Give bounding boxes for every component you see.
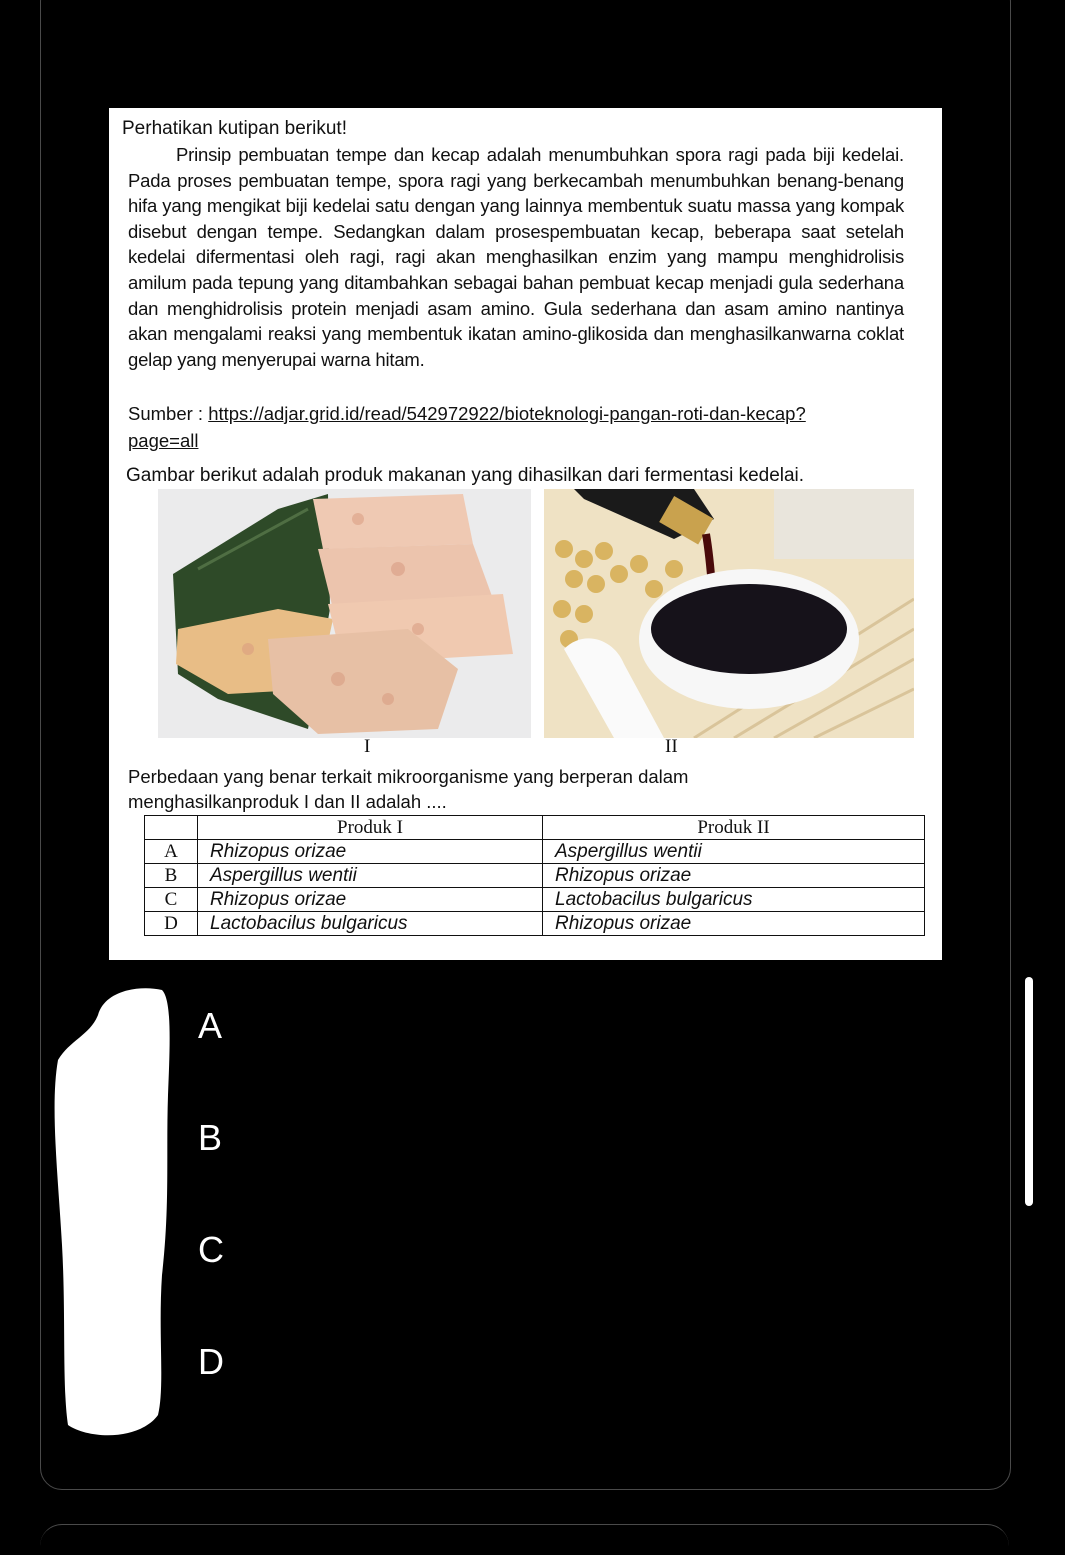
source-label: Sumber : <box>128 403 204 424</box>
table-header <box>145 816 198 840</box>
row-letter: B <box>145 864 198 888</box>
table-row <box>145 888 925 912</box>
image1-label: I <box>364 736 371 757</box>
question-image <box>109 108 942 960</box>
row-produk-1: Lactobacilus bulgaricus <box>198 912 543 936</box>
soy-sauce-image <box>544 489 914 738</box>
table-header-row <box>145 816 925 840</box>
image2-label: II <box>665 736 678 757</box>
row-produk-1: Rhizopus orizae <box>198 840 543 864</box>
row-produk-1: Rhizopus orizae <box>198 888 543 912</box>
image-caption: Gambar berikut adalah produk makanan yang dihasilkan dari fermentasi kedelai. <box>126 465 805 486</box>
question-paragraph <box>128 142 904 372</box>
table-row <box>145 864 925 888</box>
table-row <box>145 912 925 936</box>
row-letter: C <box>145 888 198 912</box>
option-c[interactable]: C <box>198 1229 224 1270</box>
option-d[interactable]: D <box>198 1341 224 1382</box>
row-produk-2: Lactobacilus bulgaricus <box>543 888 925 912</box>
row-produk-1: Aspergillus wentii <box>198 864 543 888</box>
redaction-scribble <box>50 985 178 1440</box>
table-row <box>145 840 925 864</box>
row-produk-2: Rhizopus orizae <box>543 864 925 888</box>
row-produk-2: Aspergillus wentii <box>543 840 925 864</box>
table-header: Produk II <box>543 816 925 840</box>
question-intro: Perhatikan kutipan berikut! <box>122 118 347 139</box>
source-line <box>128 400 828 454</box>
answer-table <box>144 815 925 936</box>
option-b[interactable]: B <box>198 1117 223 1158</box>
tempe-image <box>158 489 531 738</box>
source-link[interactable]: https://adjar.grid.id/read/542972922/bioteknologi-pangan-roti-dan-kecap?page=all <box>128 403 806 451</box>
question-prompt: Perbedaan yang benar terkait mikroorganisme yang berperan dalam menghasilkanproduk I dan II adalah .... <box>128 766 689 812</box>
next-card-edge <box>40 1524 1009 1555</box>
row-produk-2: Rhizopus orizae <box>543 912 925 936</box>
paragraph-text: Prinsip pembuatan tempe dan kecap adalah menumbuhkan spora ragi pada biji kedelai. Pada proses pembuatan tempe, spora ragi yang berkecambah menumbuhkan benang-benang hifa yang mengikat biji kedelai satu dengan yang lainnya membentuk suatu massa yang kompak disebut dengan tempe. Sedangkan dalam prosespembuatan kecap, beberapa saat setelah kedelai difermentasi oleh ragi, ragi akan menghasilkan enzim yang mampu menghidrolisis amilum pada tepung yang ditambahkan sebagai bahan pembuat kecap menjadi gula sederhana dan menghidrolisis protein menjadi asam amino. Gula sederhana dan asam amino nantinya akan mengalami reaksi yang membentuk ikatan amino-glikosida dan menghasilkanwarna coklat gelap yang menyerupai warna hitam. <box>128 144 904 370</box>
scrollbar[interactable] <box>1025 977 1033 1206</box>
table-header: Produk I <box>198 816 543 840</box>
option-a[interactable]: A <box>198 1005 223 1046</box>
row-letter: D <box>145 912 198 936</box>
row-letter: A <box>145 840 198 864</box>
